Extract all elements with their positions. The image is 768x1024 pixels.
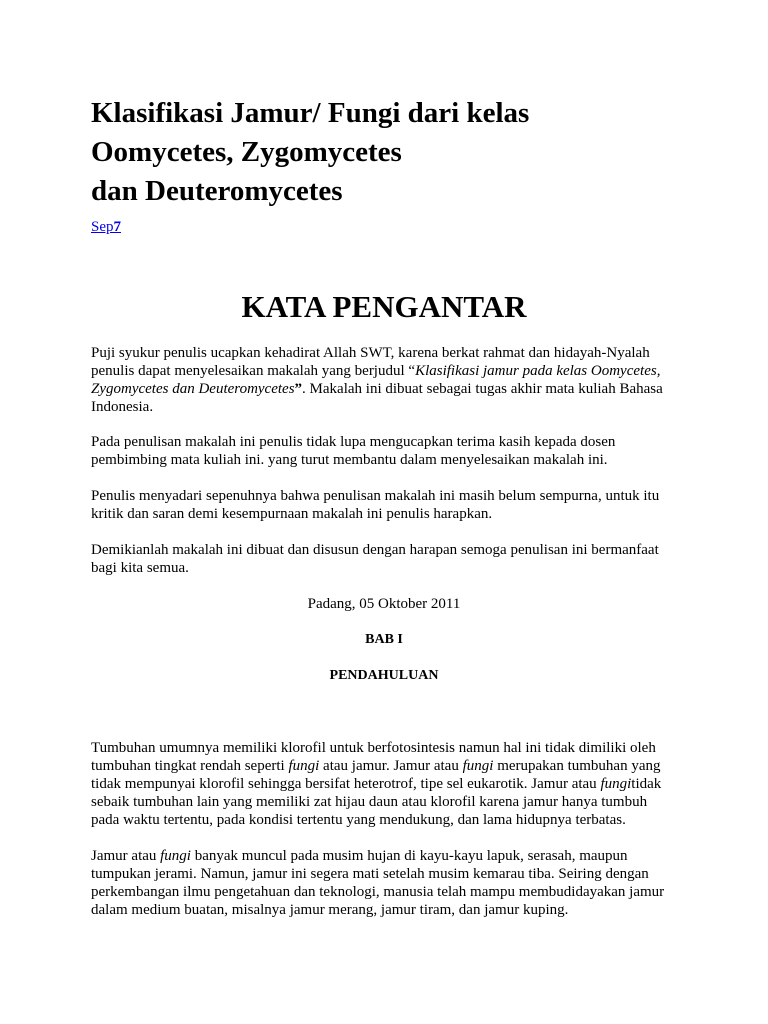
text-line: Penulis menyadari sepenuhnya bahwa penulisan makalah ini masih belum sempurna, untuk itu [91, 488, 660, 504]
text-line: dalam medium buatan, misalnya jamur merang, jamur tiram, dan jamur kuping. [91, 902, 569, 918]
text-line: pada waktu tertentu, pada kondisi tertentu yang mendukung, dan lama hidupnya terbatas. [91, 812, 626, 828]
text-line: Tumbuhan umumnya memiliki klorofil untuk berfotosintesis namun hal ini tidak dimiliki oleh [91, 740, 656, 756]
text-line: bagi kita semua. [91, 560, 189, 576]
text-line: Indonesia. [91, 399, 154, 415]
text-segment: Jamur atau [91, 848, 161, 864]
italic-segment: Zygomycetes dan Deuteromycetes [91, 381, 295, 397]
text-line: Demikianlah makalah ini dibuat dan disusun dengan harapan semoga penulisan ini bermanfaat [91, 542, 659, 558]
paragraph-5 [91, 739, 691, 829]
text-line: perkembangan ilmu pengetahuan dan teknologi, manusia telah mampu membudidayakan jamur [91, 884, 665, 900]
text-line: Pada penulisan makalah ini penulis tidak lupa mengucapkan terima kasih kepada dosen [91, 434, 616, 450]
page-title [91, 94, 691, 211]
italic-segment: fungi [600, 776, 632, 792]
text-line: Puji syukur penulis ucapkan kehadirat Allah SWT, karena berkat rahmat dan hidayah-Nyalah [91, 345, 650, 361]
text-segment: . Makalah ini dibuat sebagai tugas akhir mata kuliah Bahasa [302, 381, 663, 397]
text-segment: banyak muncul pada musim hujan di kayu-kayu lapuk, serasah, maupun [190, 848, 628, 864]
paragraph-3 [91, 487, 691, 523]
post-date-day: 7 [113, 219, 121, 235]
text-segment: tumbuhan tingkat rendah seperti [91, 758, 289, 774]
italic-segment: fungi [160, 848, 191, 864]
paragraph-2 [91, 433, 691, 469]
title-line: dan Deuteromycetes [91, 175, 343, 207]
text-segment: merupakan tumbuhan yang [493, 758, 661, 774]
post-date-month: Sep [91, 219, 114, 235]
text-segment: tidak [631, 776, 662, 792]
place-date: Padang, 05 Oktober 2011 [307, 596, 461, 612]
title-line: Klasifikasi Jamur/ Fungi dari kelas [91, 97, 530, 129]
chapter-title: PENDAHULUAN [329, 668, 439, 683]
text-line [91, 847, 691, 865]
text-segment: atau jamur. Jamur atau [319, 758, 463, 774]
text-line [91, 775, 691, 793]
italic-segment: fungi [462, 758, 494, 774]
text-line [91, 362, 691, 380]
bold-segment: ” [294, 381, 303, 397]
text-line: sebaik tumbuhan lain yang memiliki zat hijau daun atau klorofil karena jamur hanya tumbuh [91, 794, 648, 810]
text-segment: tidak mempunyai klorofil sehingga bersifat heterotrof, tipe sel eukarotik. Jamur atau [91, 776, 601, 792]
paragraph-4 [91, 541, 691, 577]
text-line: tumpukan jerami. Namun, jamur ini segera mati setelah musim kemarau tiba. Seiring dengan [91, 866, 649, 882]
text-line: pembimbing mata kuliah ini. yang turut membantu dalam menyelesaikan makalah ini. [91, 452, 608, 468]
paragraph-1 [91, 344, 691, 416]
text-line [91, 380, 691, 398]
text-line [91, 757, 691, 775]
paragraph-6 [91, 847, 691, 919]
chapter-label: BAB I [365, 632, 403, 647]
title-line: Oomycetes, Zygomycetes [91, 136, 402, 168]
post-date-link[interactable] [91, 218, 121, 236]
section-heading: KATA PENGANTAR [241, 289, 527, 324]
text-segment: penulis dapat menyelesaikan makalah yang berjudul “ [91, 363, 416, 379]
italic-segment: fungi [288, 758, 320, 774]
italic-segment: Klasifikasi jamur pada kelas Oomycetes, [415, 363, 661, 379]
text-line: kritik dan saran demi kesempurnaan makalah ini penulis harapkan. [91, 506, 493, 522]
